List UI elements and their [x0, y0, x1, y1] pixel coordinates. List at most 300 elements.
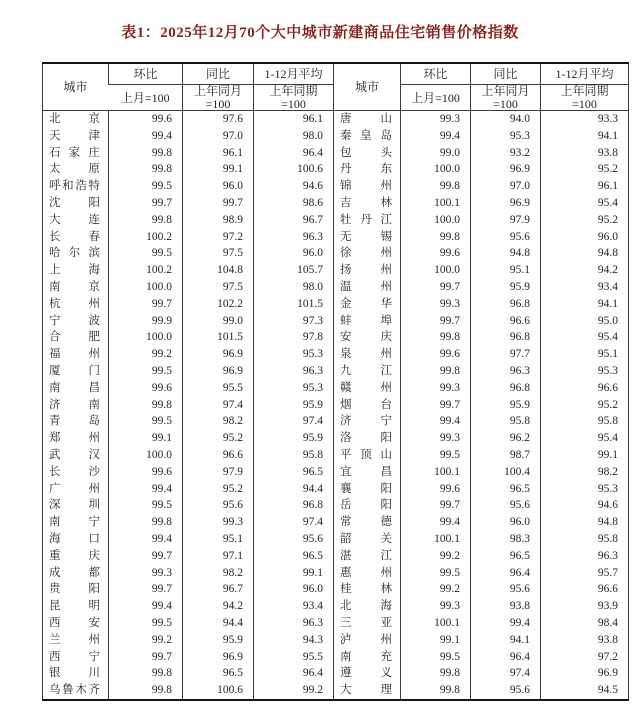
- mom-value-left: 99.7: [109, 649, 183, 666]
- mom-value-right: 99.6: [401, 346, 471, 363]
- header-avg-base-line2: =100: [572, 96, 597, 111]
- mom-value-left: 99.3: [109, 565, 183, 582]
- mom-value-left: 99.8: [109, 514, 183, 531]
- city-name: 兰 州: [49, 633, 100, 646]
- avg-value-left: 95.3: [254, 346, 334, 363]
- city-name: 天 津: [49, 129, 100, 142]
- avg-value-right: 95.7: [541, 565, 629, 582]
- mom-value-right: 100.1: [401, 615, 471, 632]
- city-name: 北 京: [49, 113, 100, 125]
- city-cell-left: [43, 245, 109, 262]
- table-row: [43, 581, 629, 598]
- city-name: 无 锡: [340, 230, 392, 243]
- yoy-value-right: 96.9: [471, 161, 541, 178]
- header-mom-left: 环比: [109, 63, 183, 85]
- yoy-value-left: 104.8: [183, 262, 254, 279]
- avg-value-left: 96.5: [254, 464, 334, 481]
- city-cell-right: [334, 531, 401, 548]
- avg-value-left: 100.6: [254, 161, 334, 178]
- mom-value-left: 99.4: [109, 481, 183, 498]
- header-mom-base-left: 上月=100: [109, 85, 183, 111]
- avg-value-left: 99.1: [254, 565, 334, 582]
- mom-value-left: 99.1: [109, 430, 183, 447]
- mom-value-right: 99.5: [401, 649, 471, 666]
- city-name: 福 州: [49, 348, 100, 361]
- city-cell-right: [334, 682, 401, 700]
- yoy-value-right: 96.4: [471, 649, 541, 666]
- table-row: [43, 161, 629, 178]
- city-name: 湛 江: [340, 549, 392, 562]
- header-yoy-base-line2: =100: [493, 96, 518, 111]
- city-name: 洛 阳: [340, 432, 392, 445]
- city-cell-right: [334, 598, 401, 615]
- city-cell-left: [43, 565, 109, 582]
- city-name: 合 肥: [49, 331, 100, 344]
- yoy-value-left: 97.5: [183, 245, 254, 262]
- table-row: [43, 195, 629, 212]
- city-name: 韶 关: [340, 532, 392, 545]
- avg-value-left: 96.1: [254, 111, 334, 128]
- city-cell-left: [43, 229, 109, 246]
- yoy-value-right: 96.9: [471, 195, 541, 212]
- mom-value-left: 99.2: [109, 346, 183, 363]
- city-name: 长 春: [49, 230, 100, 243]
- mom-value-right: 99.7: [401, 397, 471, 414]
- table-row: [43, 178, 629, 195]
- city-name: 包 头: [340, 146, 392, 159]
- table-row: [43, 380, 629, 397]
- yoy-value-left: 96.9: [183, 346, 254, 363]
- city-name: 北 海: [340, 600, 392, 613]
- mom-value-right: 99.0: [401, 145, 471, 162]
- table-row: [43, 682, 629, 700]
- mom-value-left: 99.9: [109, 313, 183, 330]
- mom-value-left: 99.4: [109, 531, 183, 548]
- city-cell-right: [334, 329, 401, 346]
- mom-value-left: 99.2: [109, 632, 183, 649]
- avg-value-right: 95.4: [541, 195, 629, 212]
- table-row: [43, 296, 629, 313]
- city-cell-left: [43, 212, 109, 229]
- yoy-value-right: 95.6: [471, 581, 541, 598]
- mom-value-left: 99.8: [109, 161, 183, 178]
- city-cell-left: [43, 296, 109, 313]
- avg-value-right: 98.4: [541, 615, 629, 632]
- avg-value-right: 95.0: [541, 313, 629, 330]
- city-cell-left: [43, 665, 109, 682]
- mom-value-right: 99.1: [401, 632, 471, 649]
- yoy-value-right: 100.4: [471, 464, 541, 481]
- city-name: 哈 尔 滨: [49, 247, 100, 260]
- mom-value-right: 99.2: [401, 548, 471, 565]
- city-cell-right: [334, 497, 401, 514]
- mom-value-right: 99.3: [401, 111, 471, 128]
- mom-value-left: 99.8: [109, 397, 183, 414]
- mom-value-left: 99.5: [109, 245, 183, 262]
- table-row: [43, 497, 629, 514]
- yoy-value-left: 98.9: [183, 212, 254, 229]
- avg-value-right: 94.1: [541, 296, 629, 313]
- city-name: 长 沙: [49, 465, 100, 478]
- mom-value-right: 100.0: [401, 212, 471, 229]
- city-name: 厦 门: [49, 364, 100, 377]
- city-name: 九 江: [340, 364, 392, 377]
- avg-value-right: 95.4: [541, 430, 629, 447]
- avg-value-right: 96.1: [541, 178, 629, 195]
- city-name: 呼 和 浩 特: [49, 180, 100, 193]
- city-cell-right: [334, 229, 401, 246]
- header-avg-base-left: [254, 85, 334, 111]
- city-name: 大 连: [49, 213, 100, 226]
- city-name: 沈 阳: [49, 196, 100, 209]
- yoy-value-right: 94.0: [471, 111, 541, 128]
- city-name: 丹 东: [340, 163, 392, 176]
- city-name: 牡 丹 江: [340, 213, 392, 226]
- table-row: [43, 346, 629, 363]
- city-cell-right: [334, 514, 401, 531]
- city-name: 锦 州: [340, 180, 392, 193]
- table-row: [43, 665, 629, 682]
- yoy-value-left: 96.0: [183, 178, 254, 195]
- city-cell-right: [334, 581, 401, 598]
- city-name: 乌 鲁 木 齐: [49, 684, 100, 697]
- city-name: 惠 州: [340, 566, 392, 579]
- avg-value-left: 96.5: [254, 548, 334, 565]
- avg-value-left: 97.8: [254, 329, 334, 346]
- yoy-value-right: 96.0: [471, 514, 541, 531]
- table-row: [43, 229, 629, 246]
- yoy-value-right: 97.4: [471, 665, 541, 682]
- yoy-value-right: 97.7: [471, 346, 541, 363]
- table-row: [43, 649, 629, 666]
- table-row: [43, 313, 629, 330]
- yoy-value-right: 96.4: [471, 565, 541, 582]
- city-name: 武 汉: [49, 448, 100, 461]
- city-cell-right: [334, 413, 401, 430]
- header-avg-left: 1-12月平均: [254, 63, 334, 85]
- avg-value-right: 96.6: [541, 380, 629, 397]
- avg-value-right: 93.4: [541, 279, 629, 296]
- city-cell-right: [334, 363, 401, 380]
- mom-value-left: 100.2: [109, 229, 183, 246]
- city-cell-left: [43, 413, 109, 430]
- avg-value-left: 96.7: [254, 212, 334, 229]
- avg-value-right: 94.6: [541, 497, 629, 514]
- yoy-value-right: 95.8: [471, 413, 541, 430]
- table-row: [43, 514, 629, 531]
- city-name: 秦 皇 岛: [340, 129, 392, 142]
- city-cell-right: [334, 145, 401, 162]
- avg-value-left: 94.6: [254, 178, 334, 195]
- city-name: 三 亚: [340, 616, 392, 629]
- city-cell-left: [43, 649, 109, 666]
- yoy-value-right: 96.6: [471, 313, 541, 330]
- mom-value-right: 99.6: [401, 245, 471, 262]
- yoy-value-left: 99.3: [183, 514, 254, 531]
- city-name: 遵 义: [340, 667, 392, 680]
- city-cell-right: [334, 195, 401, 212]
- table-row: [43, 145, 629, 162]
- mom-value-right: 99.4: [401, 128, 471, 145]
- header-avg-right: 1-12月平均: [541, 63, 629, 85]
- yoy-value-left: 97.6: [183, 111, 254, 128]
- yoy-value-right: 99.4: [471, 615, 541, 632]
- avg-value-left: 98.0: [254, 279, 334, 296]
- table-header: [43, 63, 629, 111]
- yoy-value-right: 98.3: [471, 531, 541, 548]
- mom-value-right: 100.1: [401, 195, 471, 212]
- mom-value-right: 99.5: [401, 565, 471, 582]
- mom-value-right: 100.0: [401, 262, 471, 279]
- avg-value-right: 96.3: [541, 548, 629, 565]
- avg-value-right: 95.8: [541, 413, 629, 430]
- avg-value-right: 95.3: [541, 363, 629, 380]
- header-yoy-left: 同比: [183, 63, 254, 85]
- avg-value-left: 98.6: [254, 195, 334, 212]
- city-cell-right: [334, 178, 401, 195]
- city-cell-left: [43, 464, 109, 481]
- avg-value-right: 95.4: [541, 329, 629, 346]
- city-name: 广 州: [49, 482, 100, 495]
- yoy-value-right: 95.1: [471, 262, 541, 279]
- city-cell-right: [334, 380, 401, 397]
- yoy-value-left: 100.6: [183, 682, 254, 700]
- yoy-value-left: 96.1: [183, 145, 254, 162]
- city-name: 银 川: [49, 667, 100, 680]
- mom-value-right: 99.7: [401, 497, 471, 514]
- city-name: 襄 阳: [340, 482, 392, 495]
- city-cell-left: [43, 178, 109, 195]
- city-cell-left: [43, 329, 109, 346]
- avg-value-left: 105.7: [254, 262, 334, 279]
- header-avg-base-line1: 上年同期: [269, 84, 318, 98]
- mom-value-left: 99.4: [109, 128, 183, 145]
- header-yoy-base-right: [471, 85, 541, 111]
- city-name: 济 宁: [340, 415, 392, 428]
- yoy-value-right: 95.6: [471, 497, 541, 514]
- avg-value-left: 93.4: [254, 598, 334, 615]
- city-cell-right: [334, 481, 401, 498]
- city-name: 西 宁: [49, 650, 100, 663]
- city-name: 太 原: [49, 163, 100, 176]
- mom-value-right: 99.6: [401, 481, 471, 498]
- city-cell-right: [334, 262, 401, 279]
- avg-value-right: 97.2: [541, 649, 629, 666]
- table-row: [43, 279, 629, 296]
- city-name: 平 顶 山: [340, 448, 392, 461]
- city-name: 南 京: [49, 280, 100, 293]
- city-name: 金 华: [340, 297, 392, 310]
- avg-value-left: 95.8: [254, 447, 334, 464]
- mom-value-left: 99.7: [109, 581, 183, 598]
- header-yoy-base-line1: 上年同月: [193, 84, 242, 98]
- city-name: 成 都: [49, 566, 100, 579]
- mom-value-right: 100.0: [401, 161, 471, 178]
- city-cell-right: [334, 665, 401, 682]
- yoy-value-right: 93.8: [471, 598, 541, 615]
- mom-value-right: 99.8: [401, 682, 471, 700]
- yoy-value-right: 96.8: [471, 296, 541, 313]
- city-name: 烟 台: [340, 398, 392, 411]
- city-cell-left: [43, 279, 109, 296]
- yoy-value-right: 94.8: [471, 245, 541, 262]
- city-cell-left: [43, 430, 109, 447]
- table-row: [43, 481, 629, 498]
- table-row: [43, 262, 629, 279]
- yoy-value-left: 96.5: [183, 665, 254, 682]
- avg-value-left: 95.9: [254, 397, 334, 414]
- price-index-table: [42, 62, 629, 701]
- mom-value-right: 99.3: [401, 380, 471, 397]
- header-mom-base-right: 上月=100: [401, 85, 471, 111]
- city-cell-left: [43, 447, 109, 464]
- yoy-value-left: 95.5: [183, 380, 254, 397]
- mom-value-left: 99.8: [109, 145, 183, 162]
- yoy-value-left: 97.5: [183, 279, 254, 296]
- mom-value-right: 99.8: [401, 178, 471, 195]
- mom-value-right: 99.7: [401, 313, 471, 330]
- avg-value-left: 101.5: [254, 296, 334, 313]
- avg-value-left: 95.9: [254, 430, 334, 447]
- yoy-value-right: 94.1: [471, 632, 541, 649]
- header-avg-base-right: [541, 85, 629, 111]
- yoy-value-right: 95.6: [471, 682, 541, 700]
- city-cell-left: [43, 363, 109, 380]
- city-cell-right: [334, 397, 401, 414]
- table-body: [43, 111, 629, 700]
- mom-value-right: 99.8: [401, 363, 471, 380]
- yoy-value-right: 97.9: [471, 212, 541, 229]
- avg-value-right: 93.8: [541, 145, 629, 162]
- mom-value-left: 100.2: [109, 262, 183, 279]
- city-name: 安 庆: [340, 331, 392, 344]
- mom-value-right: 99.7: [401, 279, 471, 296]
- table-row: [43, 128, 629, 145]
- avg-value-right: 94.5: [541, 682, 629, 700]
- avg-value-left: 95.6: [254, 531, 334, 548]
- yoy-value-left: 95.2: [183, 481, 254, 498]
- table-row: [43, 615, 629, 632]
- yoy-value-left: 101.5: [183, 329, 254, 346]
- city-cell-right: [334, 279, 401, 296]
- header-avg-base-line1: 上年同期: [560, 84, 609, 98]
- mom-value-right: 100.1: [401, 531, 471, 548]
- yoy-value-left: 97.4: [183, 397, 254, 414]
- city-cell-left: [43, 531, 109, 548]
- mom-value-left: 99.5: [109, 615, 183, 632]
- city-cell-left: [43, 161, 109, 178]
- avg-value-left: 97.3: [254, 313, 334, 330]
- city-name: 昆 明: [49, 600, 100, 613]
- city-cell-right: [334, 111, 401, 128]
- yoy-value-right: 96.3: [471, 363, 541, 380]
- yoy-value-left: 96.9: [183, 649, 254, 666]
- city-name: 泸 州: [340, 633, 392, 646]
- yoy-value-left: 99.7: [183, 195, 254, 212]
- table-row: [43, 447, 629, 464]
- avg-value-right: 94.2: [541, 262, 629, 279]
- yoy-value-left: 95.1: [183, 531, 254, 548]
- avg-value-right: 99.1: [541, 447, 629, 464]
- city-cell-left: [43, 615, 109, 632]
- avg-value-right: 95.3: [541, 481, 629, 498]
- city-name: 海 口: [49, 532, 100, 545]
- header-yoy-right: 同比: [471, 63, 541, 85]
- avg-value-right: 94.1: [541, 128, 629, 145]
- city-cell-left: [43, 598, 109, 615]
- city-cell-right: [334, 632, 401, 649]
- mom-value-left: 99.7: [109, 296, 183, 313]
- avg-value-right: 96.6: [541, 581, 629, 598]
- city-cell-right: [334, 649, 401, 666]
- avg-value-right: 95.2: [541, 212, 629, 229]
- yoy-value-left: 98.2: [183, 413, 254, 430]
- page: [0, 21, 640, 718]
- mom-value-right: 99.4: [401, 514, 471, 531]
- yoy-value-left: 95.9: [183, 632, 254, 649]
- city-name: 杭 州: [49, 297, 100, 310]
- header-yoy-base-left: [183, 85, 254, 111]
- yoy-value-left: 97.9: [183, 464, 254, 481]
- yoy-value-right: 96.8: [471, 380, 541, 397]
- city-cell-left: [43, 497, 109, 514]
- header-city-left: 城市: [43, 63, 109, 111]
- mom-value-left: 100.0: [109, 329, 183, 346]
- header-yoy-base-line2: =100: [205, 96, 231, 111]
- city-cell-left: [43, 128, 109, 145]
- avg-value-left: 96.4: [254, 145, 334, 162]
- yoy-value-right: 96.5: [471, 548, 541, 565]
- header-city-right: 城市: [334, 63, 401, 111]
- city-name: 徐 州: [340, 247, 392, 260]
- city-name: 上 海: [49, 264, 100, 277]
- city-cell-left: [43, 548, 109, 565]
- avg-value-left: 96.3: [254, 615, 334, 632]
- header-avg-base-line2: =100: [281, 96, 306, 111]
- avg-value-right: 94.8: [541, 245, 629, 262]
- table-row: [43, 464, 629, 481]
- yoy-value-right: 98.7: [471, 447, 541, 464]
- table-row: [43, 565, 629, 582]
- yoy-value-left: 96.6: [183, 447, 254, 464]
- table-row: [43, 632, 629, 649]
- mom-value-right: 100.1: [401, 464, 471, 481]
- avg-value-left: 95.3: [254, 380, 334, 397]
- city-name: 贵 阳: [49, 583, 100, 596]
- avg-value-right: 95.2: [541, 161, 629, 178]
- city-cell-right: [334, 447, 401, 464]
- avg-value-left: 96.8: [254, 497, 334, 514]
- mom-value-left: 99.4: [109, 598, 183, 615]
- mom-value-left: 99.5: [109, 497, 183, 514]
- avg-value-left: 96.4: [254, 665, 334, 682]
- city-name: 宁 波: [49, 314, 100, 327]
- city-cell-right: [334, 161, 401, 178]
- city-cell-left: [43, 514, 109, 531]
- city-cell-right: [334, 346, 401, 363]
- avg-value-right: 96.9: [541, 665, 629, 682]
- city-name: 蚌 埠: [340, 314, 392, 327]
- city-cell-left: [43, 262, 109, 279]
- city-name: 唐 山: [340, 113, 392, 125]
- yoy-value-left: 94.4: [183, 615, 254, 632]
- mom-value-left: 100.0: [109, 447, 183, 464]
- city-name: 岳 阳: [340, 499, 392, 512]
- mom-value-left: 99.5: [109, 413, 183, 430]
- mom-value-left: 99.6: [109, 111, 183, 128]
- mom-value-right: 99.2: [401, 581, 471, 598]
- city-cell-right: [334, 313, 401, 330]
